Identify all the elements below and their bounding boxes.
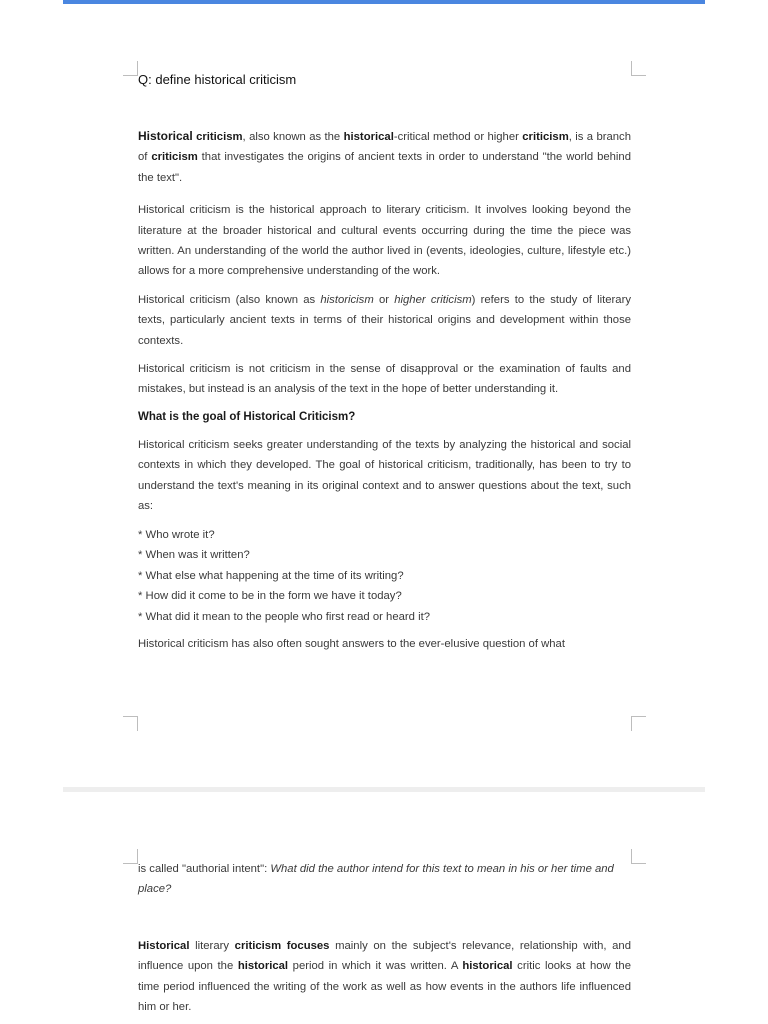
- page-corner-mark: [123, 849, 138, 864]
- question-list: [138, 525, 631, 628]
- paragraph-goal: Historical criticism seeks greater understanding of the texts by analyzing the historical and social contexts in which they developed. The goal of historical criticism, traditionally, has been to try to understand the text's meaning in its original context and to answer questions about the text, such as:: [138, 438, 631, 513]
- question-title: Q: define historical criticism: [138, 72, 297, 87]
- page-corner-mark: [631, 849, 646, 864]
- text-run: historical: [462, 960, 513, 973]
- text-run: criticism: [234, 939, 282, 952]
- page-corner-mark: [631, 716, 646, 731]
- text-run: criticism: [522, 131, 569, 143]
- page-corner-mark: [123, 716, 138, 731]
- top-accent-bar: [63, 0, 705, 4]
- paragraph-intro: [138, 126, 631, 188]
- paragraph-approach: Historical criticism is the historical approach to literary criticism. It involves looking beyond the literature at the broader historical and cultural events occurring during the time the piece was written. An understanding of the world the author lived in (events, ideologies, culture, lifestyle etc.) allows for a more comprehensive understanding of the work.: [138, 204, 631, 278]
- text-run: focuses: [286, 939, 330, 952]
- page-corner-mark: [123, 61, 138, 76]
- text-run: -critical method or higher: [393, 131, 523, 143]
- text-run: historicism: [320, 293, 374, 306]
- page-break: [63, 787, 705, 792]
- list-item: * Who wrote it?: [138, 528, 215, 541]
- text-run: or: [373, 293, 395, 306]
- section-heading: What is the goal of Historical Criticism?: [138, 410, 356, 423]
- text-run: Historical: [138, 939, 190, 952]
- page-corner-mark: [631, 61, 646, 76]
- list-item: * What else what happening at the time of its writing?: [138, 569, 404, 582]
- text-run: historical: [237, 960, 289, 973]
- text-run: higher criticism: [394, 293, 472, 306]
- text-run: , also known as the: [242, 131, 344, 143]
- list-item: * How did it come to be in the form we have it today?: [138, 590, 402, 603]
- text-run: , is a branch of: [138, 131, 631, 164]
- document-page-1: [138, 70, 631, 655]
- text-run: mainly on the subject's relevance, relationship with, and influence upon the: [138, 939, 631, 973]
- paragraph-literary-criticism: [138, 936, 631, 1018]
- paragraph-authorial-end: [138, 859, 631, 900]
- text-run: literary: [189, 939, 235, 952]
- list-item: * What did it mean to the people who first read or heard it?: [138, 610, 430, 623]
- text-run: Historical: [138, 129, 193, 143]
- list-item: * When was it written?: [138, 549, 250, 562]
- text-run: period in which it was written. A: [288, 960, 463, 973]
- text-run: Historical criticism (also known as: [138, 293, 321, 306]
- paragraph-authorial-start: Historical criticism has also often sought answers to the ever-elusive question of what: [138, 638, 565, 651]
- text-run: ) refers to the study of literary texts, particularly ancient texts in terms of their historical origins and development within those contexts.: [138, 293, 632, 347]
- text-run: criticism: [151, 151, 198, 164]
- paragraph-historicism: [138, 290, 631, 351]
- text-run: historical: [343, 131, 394, 143]
- text-run: that investigates the origins of ancient texts in order to understand "the world behind the text".: [138, 151, 631, 184]
- text-run: What did the author intend for this text to mean in his or her time and place?: [138, 863, 614, 896]
- text-run: criticism: [196, 131, 243, 143]
- text-run: is called "authorial intent":: [138, 863, 271, 875]
- document-page-2: [138, 859, 631, 1017]
- text-run: critic looks at how the time period influenced the writing of the work as well as how events in the authors life influenced him or her.: [138, 960, 631, 1014]
- paragraph-not-disapproval: Historical criticism is not criticism in the sense of disapproval or the examination of faults and mistakes, but instead is an analysis of the text in the hope of better understanding it.: [138, 363, 631, 396]
